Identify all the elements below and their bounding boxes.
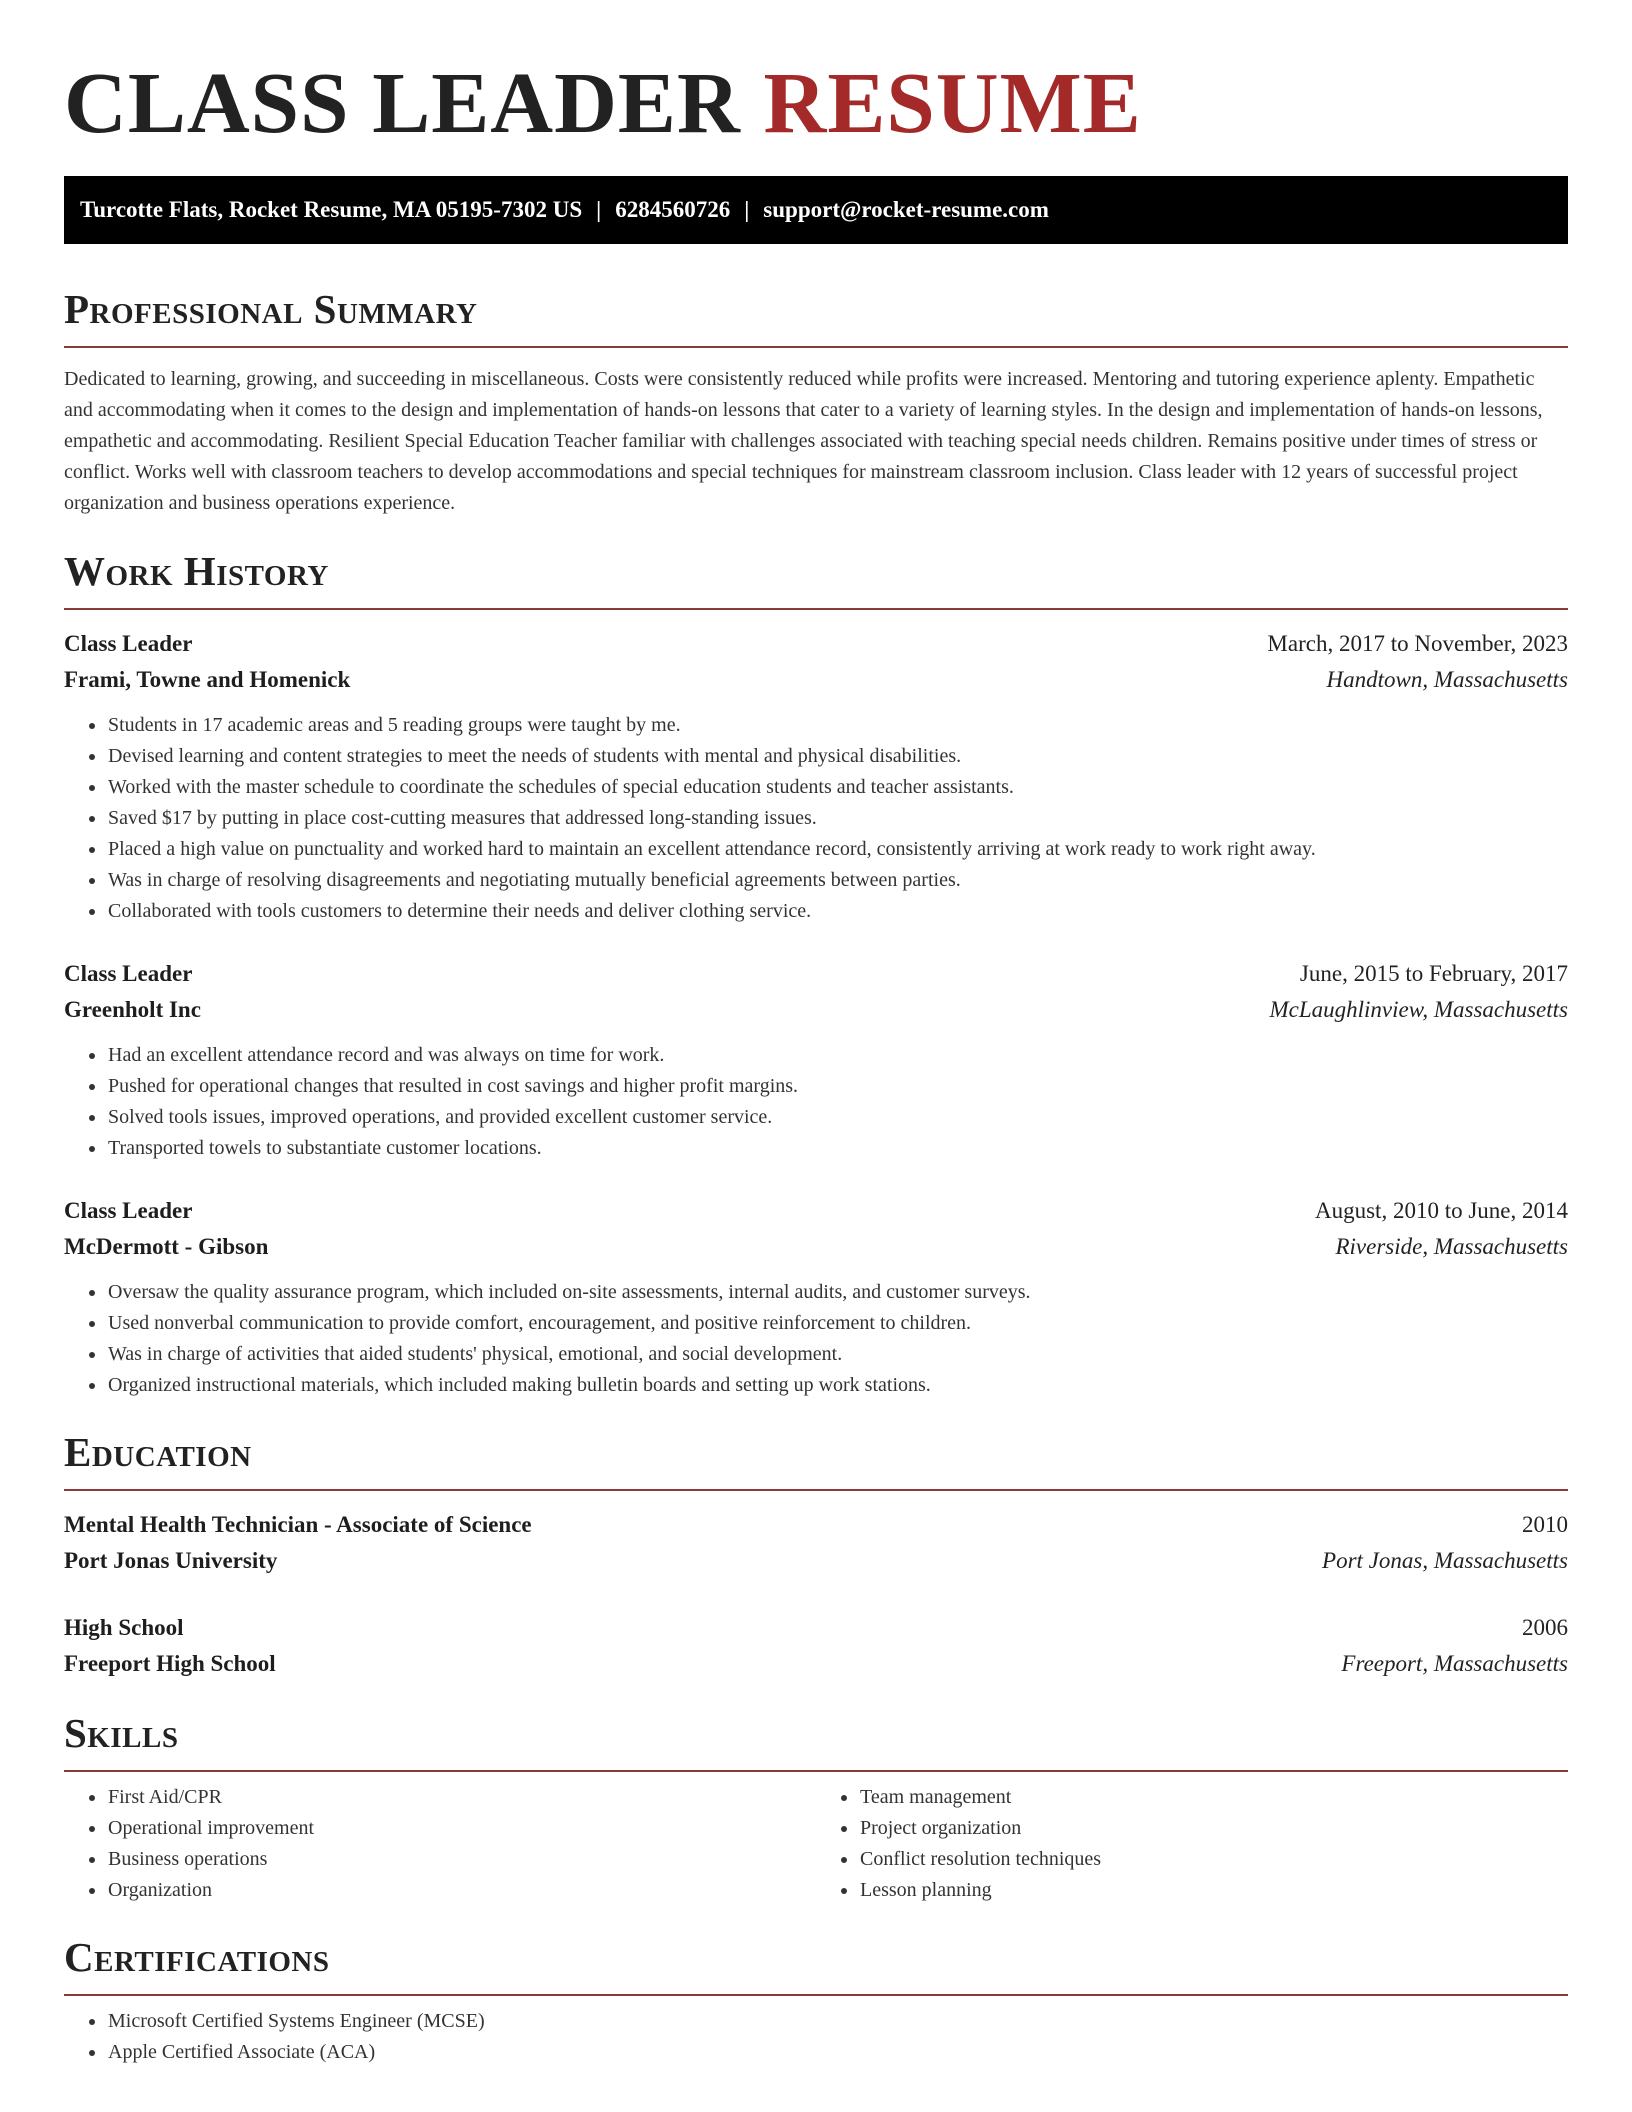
job-dates: August, 2010 to June, 2014	[1315, 1198, 1568, 1223]
job-dates: June, 2015 to February, 2017	[1299, 961, 1568, 986]
job-company: McDermott - Gibson	[64, 1234, 269, 1259]
school-row	[64, 1543, 1568, 1579]
work-history-section	[64, 546, 1568, 1401]
job-company-row	[64, 662, 1568, 698]
degree-row	[64, 1507, 1568, 1543]
skills-section	[64, 1708, 1568, 1906]
section-divider	[64, 1770, 1568, 1772]
certifications-section	[64, 1932, 1568, 2068]
resume-title	[64, 0, 1568, 151]
job-duty: • Devised learning and content strategies to meet the needs of students with mental and physical disabilities.	[107, 741, 1568, 772]
job-duty: • Was in charge of resolving disagreements and negotiating mutually beneficial agreements between parties.	[107, 865, 1568, 896]
job-duty: • Solved tools issues, improved operations, and provided excellent customer service.	[107, 1102, 1568, 1133]
education-heading: Education	[64, 1429, 252, 1475]
contact-separator: |	[744, 197, 750, 222]
degree-row	[64, 1610, 1568, 1646]
job-dates: March, 2017 to November, 2023	[1267, 631, 1568, 656]
job-duties-list	[64, 710, 1568, 927]
education-entry	[64, 1507, 1568, 1579]
skill-item: • First Aid/CPR	[107, 1782, 816, 1813]
contact-bar	[64, 176, 1568, 244]
job-duty: • Oversaw the quality assurance program, which included on-site assessments, internal audits, and customer surveys.	[107, 1277, 1568, 1308]
summary-heading: Professional Summary	[64, 286, 478, 332]
skill-item: • Lesson planning	[859, 1875, 1568, 1906]
school-location: Port Jonas, Massachusetts	[1322, 1548, 1568, 1573]
education-section	[64, 1427, 1568, 1682]
job-duty: • Organized instructional materials, which included making bulletin boards and setting up work stations.	[107, 1370, 1568, 1401]
job-title: Class Leader	[64, 961, 193, 986]
job-duty: • Transported towels to substantiate customer locations.	[107, 1133, 1568, 1164]
job-title: Class Leader	[64, 1198, 193, 1223]
job-duty: • Used nonverbal communication to provide comfort, encouragement, and positive reinforcement to children.	[107, 1308, 1568, 1339]
certifications-heading: Certifications	[64, 1934, 330, 1980]
contact-separator: |	[596, 197, 602, 222]
contact-phone: 6284560726	[615, 197, 731, 222]
school-name: Port Jonas University	[64, 1548, 278, 1573]
title-accent: RESUME	[763, 54, 1142, 151]
school-location: Freeport, Massachusetts	[1341, 1651, 1568, 1676]
job-duty: • Saved $17 by putting in place cost-cutting measures that addressed long-standing issues.	[107, 803, 1568, 834]
title-main: CLASS LEADER	[64, 54, 741, 151]
skills-list-right	[816, 1782, 1568, 1906]
job-duty: • Had an excellent attendance record and was always on time for work.	[107, 1040, 1568, 1071]
job-entry	[64, 1193, 1568, 1401]
graduation-year: 2006	[1522, 1615, 1568, 1640]
job-duty: • Placed a high value on punctuality and worked hard to maintain an excellent attendance record, consistently arriving at work ready to work right away.	[107, 834, 1568, 865]
work-history-heading: Work History	[64, 548, 329, 594]
degree-name: High School	[64, 1615, 184, 1640]
certification-item: • Apple Certified Associate (ACA)	[107, 2037, 1568, 2068]
contact-address: Turcotte Flats, Rocket Resume, MA 05195-7302 US	[80, 197, 583, 222]
job-title-row	[64, 1193, 1568, 1229]
contact-email: support@rocket-resume.com	[763, 197, 1049, 222]
section-divider	[64, 1994, 1568, 1996]
summary-section	[64, 284, 1568, 519]
job-duties-list	[64, 1277, 1568, 1401]
skills-list-left	[64, 1782, 816, 1906]
section-divider	[64, 1489, 1568, 1491]
job-location: McLaughlinview, Massachusetts	[1269, 997, 1568, 1022]
job-location: Handtown, Massachusetts	[1326, 667, 1568, 692]
skills-grid	[64, 1782, 1568, 1906]
skills-heading: Skills	[64, 1710, 179, 1756]
job-duty: • Pushed for operational changes that resulted in cost savings and higher profit margins.	[107, 1071, 1568, 1102]
school-row	[64, 1646, 1568, 1682]
skill-item: • Conflict resolution techniques	[859, 1844, 1568, 1875]
job-location: Riverside, Massachusetts	[1335, 1234, 1568, 1259]
job-title-row	[64, 626, 1568, 662]
skill-item: • Organization	[107, 1875, 816, 1906]
section-divider	[64, 346, 1568, 348]
skill-item: • Operational improvement	[107, 1813, 816, 1844]
job-company: Greenholt Inc	[64, 997, 201, 1022]
summary-text: Dedicated to learning, growing, and succeeding in miscellaneous. Costs were consistently reduced while profits were increased. Mentoring and tutoring experience aplenty. Empathetic and accommodating when it comes to the design and implementation of hands-on lessons that cater to a variety of learning styles. In the design and implementation of hands-on lessons, empathetic and accommodating. Resilient Special Education Teacher familiar with challenges associated with teaching special needs children. Remains positive under times of stress or conflict. Works well with classroom teachers to develop accommodations and special techniques for mainstream classroom inclusion. Class leader with 12 years of successful project organization and business operations experience.	[64, 368, 1543, 514]
job-title-row	[64, 956, 1568, 992]
education-entry	[64, 1610, 1568, 1682]
job-company-row	[64, 1229, 1568, 1265]
skill-item: • Business operations	[107, 1844, 816, 1875]
job-entry	[64, 626, 1568, 927]
job-entry	[64, 956, 1568, 1164]
certifications-list	[64, 2006, 1568, 2068]
skill-item: • Project organization	[859, 1813, 1568, 1844]
certification-item: • Microsoft Certified Systems Engineer (MCSE)	[107, 2006, 1568, 2037]
job-company: Frami, Towne and Homenick	[64, 667, 351, 692]
job-company-row	[64, 992, 1568, 1028]
job-duties-list	[64, 1040, 1568, 1164]
job-duty: • Collaborated with tools customers to determine their needs and deliver clothing service.	[107, 896, 1568, 927]
degree-name: Mental Health Technician - Associate of Science	[64, 1512, 532, 1537]
graduation-year: 2010	[1522, 1512, 1568, 1537]
job-title: Class Leader	[64, 631, 193, 656]
section-divider	[64, 608, 1568, 610]
job-duty: • Students in 17 academic areas and 5 reading groups were taught by me.	[107, 710, 1568, 741]
job-duty: • Was in charge of activities that aided students' physical, emotional, and social development.	[107, 1339, 1568, 1370]
school-name: Freeport High School	[64, 1651, 276, 1676]
job-duty: • Worked with the master schedule to coordinate the schedules of special education students and teacher assistants.	[107, 772, 1568, 803]
skill-item: • Team management	[859, 1782, 1568, 1813]
